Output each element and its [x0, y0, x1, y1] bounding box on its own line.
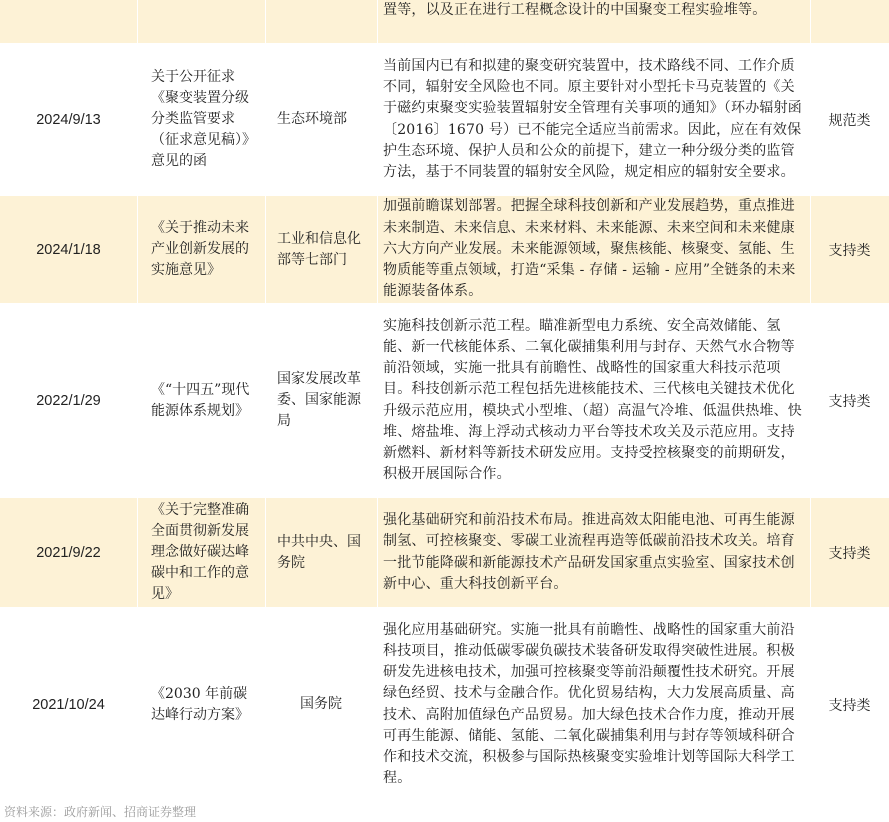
row-date: 2021/10/24	[32, 696, 105, 713]
row-content: 强化应用基础研究。实施一批具有前瞻性、战略性的国家重大前沿科技项目，推动低碳零碳负碳技术装备研发取得突破性进展。积极研发先进核电技术，加强可控核聚变等前沿颠覆性技术研究。开展绿色经贸、技术与金融合作。优化贸易结构，大力发展高质量、高技术、高附加值绿色产品贸易。加大绿色技术合作力度，推动开展可再生能源、储能、氢能、二氧化碳捕集利用与封存等领域科研合作和技术交流，积极参与国际热核聚变实验堆计划等国际大科学工程。	[383, 621, 795, 787]
column-divider	[137, 0, 138, 802]
row-type: 支持类	[828, 545, 871, 562]
row-policy-name: 《关于完整准确全面贯彻新发展理念做好碳达峰碳中和工作的意见》	[151, 502, 249, 602]
row-content: 当前国内已有和拟建的聚变研究装置中，技术路线不同、工作介质不同，辐射安全风险也不同。原主要针对小型托卡马克装置的《关于磁约束聚变实验装置辐射安全管理有关事项的通知》（环办辐射函〔2016〕1670 号）已不能完全适应当前需求。因此，应在有效保护生态环境、保护人员和公众的前提下，建立一种分级分类的监管方法，基于不同装置的辐射安全风险，规定相应的辐射安全要求。	[383, 57, 802, 180]
row-policy-name: 《2030 年前碳达峰行动方案》	[151, 685, 249, 723]
row-date	[0, 0, 137, 43]
row-date: 2021/9/22	[36, 544, 101, 561]
column-divider	[810, 0, 811, 802]
table-row	[0, 44, 889, 196]
row-department: 国务院	[300, 696, 342, 712]
row-type: 支持类	[828, 242, 871, 259]
row-policy-name	[137, 0, 265, 43]
row-date: 2024/9/13	[36, 111, 101, 128]
row-department: 国家发展改革委、国家能源局	[277, 371, 361, 429]
table-row	[0, 0, 889, 44]
row-date: 2024/1/18	[36, 241, 101, 258]
row-content: 加强前瞻谋划部署。把握全球科技创新和产业发展趋势，重点推进未来制造、未来信息、未来材料、未来能源、未来空间和未来健康六大方向产业发展。未来能源领域，聚焦核能、核聚变、氢能、生物质能等重点领域，打造“采集 - 存储 - 运输 - 应用”全链条的未来能源装备体系。	[383, 198, 796, 300]
row-content: 强化基础研究和前沿技术布局。推进高效太阳能电池、可再生能源制氢、可控核聚变、零碳工业流程再造等低碳前沿技术攻关。培育一批节能降碳和新能源技术产品研发国家重点实验室、国家技术创新中心、重大科技创新平台。	[383, 512, 795, 592]
row-department: 中共中央、国务院	[277, 533, 361, 571]
source-note: 资料来源：政府新闻、招商证券整理	[4, 805, 197, 819]
table-row	[0, 304, 889, 498]
column-divider	[377, 0, 378, 802]
column-divider	[265, 0, 266, 802]
row-date: 2022/1/29	[36, 392, 101, 409]
row-type	[810, 0, 889, 43]
row-content: 置等，以及正在进行工程概念设计的中国聚变工程实验堆等。	[383, 2, 767, 18]
row-policy-name: 《关于推动未来产业创新发展的实施意见》	[151, 220, 249, 278]
row-type: 支持类	[828, 393, 871, 410]
row-type: 支持类	[828, 697, 871, 714]
row-content: 实施科技创新示范工程。瞄准新型电力系统、安全高效储能、氢能、新一代核能体系、二氧化碳捕集利用与封存、天然气水合物等前沿领域，实施一批具有前瞻性、战略性的国家重大科技示范项目。科技创新示范工程包括先进核能技术、三代核电关键技术优化升级示范应用，模块式小型堆、（超）高温气冷堆、低温供热堆、快堆、熔盐堆、海上浮动式核动力平台等技术攻关及示范应用。支持新燃料、新材料等新技术研发应用。支持受控核聚变的前期研发，积极开展国际合作。	[383, 317, 802, 483]
row-department: 工业和信息化部等七部门	[277, 230, 361, 268]
table-row	[0, 196, 889, 304]
row-department: 生态环境部	[277, 111, 347, 127]
row-policy-name: 关于公开征求《聚变装置分级分类监管要求（征求意见稿）》意见的函	[151, 69, 256, 169]
table-row	[0, 608, 889, 802]
row-department	[265, 0, 377, 43]
row-type: 规范类	[828, 112, 871, 129]
row-policy-name: 《“十四五”现代能源体系规划》	[151, 381, 250, 419]
table-row	[0, 498, 889, 608]
